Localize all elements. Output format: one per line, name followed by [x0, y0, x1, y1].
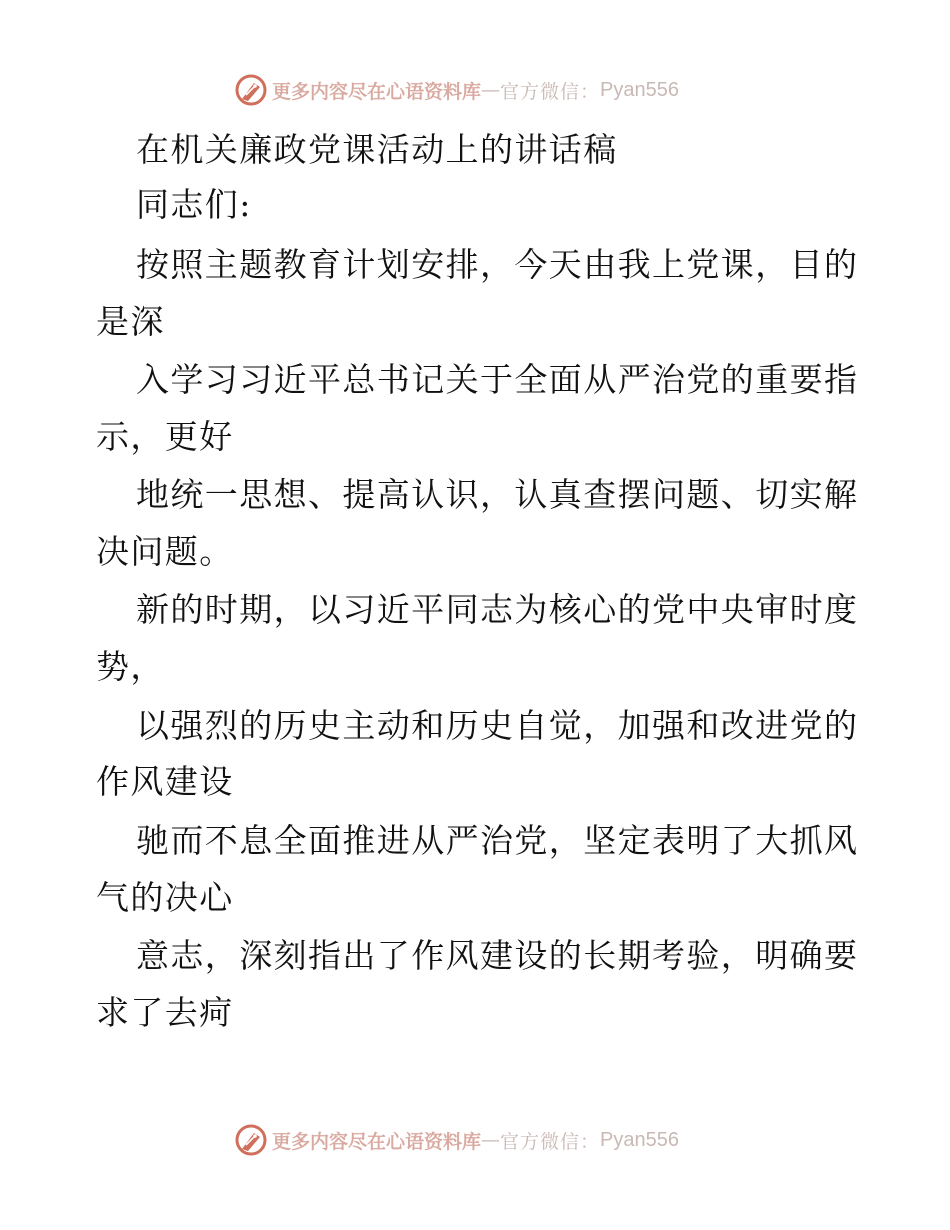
body-line-4: 示，更好 [96, 417, 234, 456]
body-line-6: 决问题。 [96, 532, 234, 571]
watermark-main-text: 更多内容尽在心语资料库 [272, 1130, 482, 1153]
body-line-11: 驰而不息全面推进从严治党，坚定表明了大抓风 [136, 821, 859, 860]
document-title: 在机关廉政党课活动上的讲话稿 [136, 130, 618, 169]
watermark-sub-text: 官方微信： [500, 1130, 601, 1153]
body-line-14: 求了去疴 [96, 993, 234, 1032]
body-line-12: 气的决心 [96, 878, 234, 917]
pen-nib-logo-icon [234, 1123, 268, 1157]
body-line-13: 意志，深刻指出了作风建设的长期考验，明确要 [136, 936, 859, 975]
pen-nib-logo-icon [234, 73, 268, 107]
watermark-id-text: Pyan556 [600, 1128, 679, 1151]
body-line-2: 是深 [96, 302, 165, 341]
watermark-id-text: Pyan556 [600, 78, 679, 101]
footer-watermark [0, 1120, 950, 1160]
watermark-dash: — [481, 79, 501, 101]
watermark-dash: — [481, 1129, 501, 1151]
watermark-row [234, 70, 679, 110]
body-line-7: 新的时期，以习近平同志为核心的党中央审时度 [136, 590, 859, 629]
body-line-10: 作风建设 [96, 762, 234, 801]
watermark-sub-text: 官方微信： [500, 80, 601, 103]
watermark-row [234, 1120, 679, 1160]
body-line-5: 地统一思想、提高认识，认真查摆问题、切实解 [136, 475, 859, 514]
body-line-1: 按照主题教育计划安排，今天由我上党课，目的 [136, 245, 859, 284]
header-watermark [0, 70, 950, 110]
salutation: 同志们: [136, 185, 252, 224]
watermark-main-text: 更多内容尽在心语资料库 [272, 80, 482, 103]
body-line-3: 入学习习近平总书记关于全面从严治党的重要指 [136, 360, 859, 399]
body-line-8: 势， [96, 647, 165, 686]
body-line-9: 以强烈的历史主动和历史自觉，加强和改进党的 [136, 706, 859, 745]
